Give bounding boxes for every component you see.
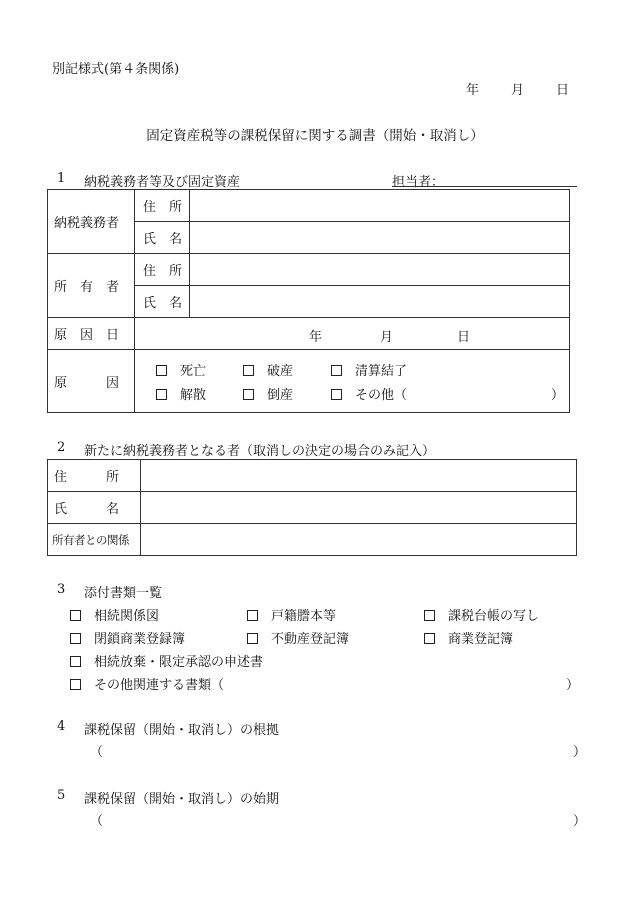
section5-heading: 課税保留（開始・取消し）の始期 — [84, 792, 280, 807]
person-in-charge-label: 担当者： — [392, 175, 445, 190]
section1-number: 1 — [57, 171, 66, 186]
cause-options — [135, 350, 570, 413]
cause-death[interactable]: 死亡 — [156, 360, 206, 379]
form-reference: 別記様式(第４条関係) — [52, 62, 180, 77]
new-taxpayer-table — [47, 459, 577, 556]
cause-label: 原 因 — [48, 350, 135, 413]
checkbox[interactable] — [156, 389, 167, 400]
taxpayer-name-field[interactable] — [190, 222, 570, 254]
attachment-renunciation-statement[interactable]: 相続放棄・限定承認の申述書 — [70, 651, 263, 670]
attachment-other-documents[interactable]: その他関連する書類（ — [70, 674, 224, 693]
new-taxpayer-name-field[interactable] — [141, 492, 577, 524]
section4-number: 4 — [57, 719, 66, 734]
checkbox[interactable] — [156, 365, 167, 376]
section2-number: 2 — [57, 440, 66, 455]
checkbox[interactable] — [424, 610, 435, 621]
new-taxpayer-address-label: 住 所 — [48, 460, 141, 492]
date-year-label: 年 — [466, 83, 480, 98]
attachment-family-register[interactable]: 戸籍謄本等 — [247, 605, 336, 624]
taxpayer-address-field[interactable] — [190, 190, 570, 222]
date-day-label: 日 — [556, 83, 570, 98]
section4-heading: 課税保留（開始・取消し）の根拠 — [84, 723, 280, 738]
cause-other[interactable]: その他（ — [331, 384, 407, 403]
attachment-commercial-register[interactable]: 商業登記簿 — [424, 628, 513, 647]
section2-heading: 新たに納税義務者となる者（取消しの決定の場合のみ記入） — [84, 444, 436, 459]
cause-insolvency[interactable]: 倒産 — [243, 384, 293, 403]
checkbox[interactable] — [70, 656, 81, 667]
checkbox[interactable] — [331, 365, 342, 376]
section5-close-paren: ） — [573, 814, 587, 829]
cause-liquidation[interactable]: 清算結了 — [331, 360, 407, 379]
cause-dissolution[interactable]: 解散 — [156, 384, 206, 403]
section4-basis-field[interactable] — [100, 741, 565, 757]
owner-name-label: 氏 名 — [135, 286, 190, 318]
owner-name-field[interactable] — [190, 286, 570, 318]
checkbox[interactable] — [331, 389, 342, 400]
relation-to-owner-field[interactable] — [141, 524, 577, 556]
taxpayer-name-label: 氏 名 — [135, 222, 190, 254]
cause-date-day: 日 — [457, 330, 471, 345]
attachment-real-estate-register[interactable]: 不動産登記簿 — [247, 628, 349, 647]
cause-date-label: 原 因 日 — [48, 318, 135, 350]
taxpayer-label: 納税義務者 — [48, 190, 135, 254]
section5-number: 5 — [57, 788, 66, 803]
checkbox[interactable] — [243, 389, 254, 400]
cause-date-field[interactable] — [135, 318, 570, 350]
section4-close-paren: ） — [573, 745, 587, 760]
document-title: 固定資産税等の課税保留に関する調書（開始・取消し） — [146, 128, 484, 144]
section5-open-paren: （ — [90, 814, 104, 829]
section4-open-paren: （ — [90, 745, 104, 760]
taxpayer-address-label: 住 所 — [135, 190, 190, 222]
section1-heading: 納税義務者等及び固定資産 — [84, 175, 241, 190]
checkbox[interactable] — [243, 365, 254, 376]
new-taxpayer-address-field[interactable] — [141, 460, 577, 492]
cause-date-month: 月 — [380, 330, 394, 345]
attachment-inheritance-chart[interactable]: 相続関係図 — [70, 605, 159, 624]
new-taxpayer-name-label: 氏 名 — [48, 492, 141, 524]
attachment-other-close: ） — [566, 678, 580, 693]
attachment-closed-commercial-register[interactable]: 閉鎖商業登録簿 — [70, 628, 185, 647]
cause-bankruptcy[interactable]: 破産 — [243, 360, 293, 379]
checkbox[interactable] — [247, 633, 258, 644]
attachment-tax-ledger-copy[interactable]: 課税台帳の写し — [424, 605, 539, 624]
date-month-label: 月 — [511, 83, 525, 98]
checkbox[interactable] — [70, 679, 81, 690]
relation-to-owner-label: 所有者との関係 — [48, 524, 141, 556]
checkbox[interactable] — [70, 610, 81, 621]
section3-heading: 添付書類一覧 — [84, 586, 163, 601]
taxpayer-asset-table — [47, 189, 570, 413]
checkbox[interactable] — [424, 633, 435, 644]
checkbox[interactable] — [247, 610, 258, 621]
checkbox[interactable] — [70, 633, 81, 644]
owner-label: 所 有 者 — [48, 254, 135, 318]
owner-address-label: 住 所 — [135, 254, 190, 286]
cause-date-year: 年 — [309, 330, 323, 345]
owner-address-field[interactable] — [190, 254, 570, 286]
section5-start-field[interactable] — [100, 810, 565, 826]
person-in-charge-line[interactable] — [392, 186, 577, 187]
section3-number: 3 — [57, 582, 66, 597]
cause-other-close: ） — [551, 388, 565, 403]
